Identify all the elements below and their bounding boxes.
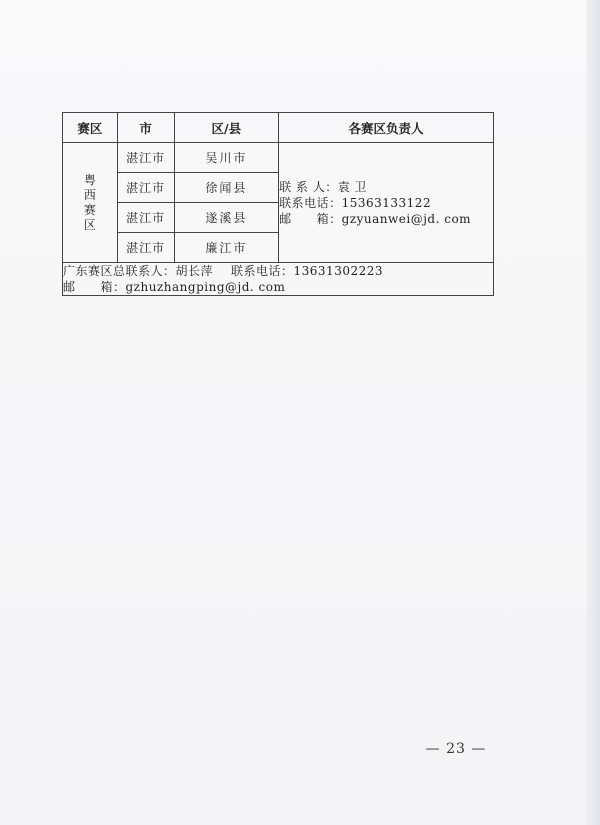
region-cell xyxy=(63,143,118,263)
table-footer-row xyxy=(63,263,494,296)
header-contact: 各赛区负责人 xyxy=(279,113,494,143)
county-cell: 遂溪县 xyxy=(174,203,279,233)
general-contact-line xyxy=(63,263,493,279)
page-number: — 23 — xyxy=(425,741,487,757)
table-row xyxy=(63,143,494,173)
county-cell: 廉江市 xyxy=(174,233,279,263)
general-contact-email: 邮 箱：gzhuzhangping@jd. com xyxy=(63,280,286,294)
contact-email: 邮 箱：gzyuanwei@jd. com xyxy=(279,211,472,226)
header-region: 赛区 xyxy=(63,113,118,143)
contact-cell xyxy=(279,143,494,263)
general-contact-phone: 联系电话：13631302223 xyxy=(231,264,383,278)
table-header-row xyxy=(63,113,494,143)
header-city: 市 xyxy=(117,113,174,143)
header-county: 区/县 xyxy=(174,113,279,143)
region-contacts-table xyxy=(62,112,494,296)
contact-phone: 联系电话：15363133122 xyxy=(279,195,432,210)
city-cell: 湛江市 xyxy=(117,173,174,203)
general-contact-person: 广东赛区总联系人：胡长萍 xyxy=(63,264,214,278)
city-cell: 湛江市 xyxy=(117,233,174,263)
general-contact-cell xyxy=(63,263,494,296)
region-name: 粤西赛区 xyxy=(83,172,96,232)
page-edge-shadow xyxy=(586,0,600,825)
county-cell: 徐闻县 xyxy=(174,173,279,203)
city-cell: 湛江市 xyxy=(117,143,174,173)
county-cell: 吴川市 xyxy=(174,143,279,173)
city-cell: 湛江市 xyxy=(117,203,174,233)
contact-person: 联 系 人：袁 卫 xyxy=(279,179,368,194)
